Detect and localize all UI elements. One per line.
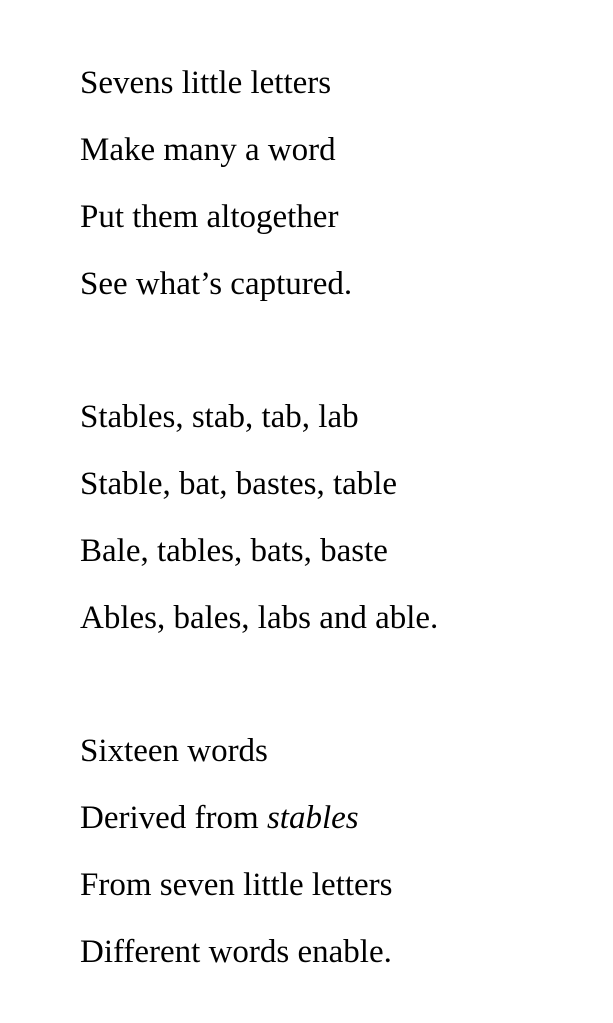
stanza-1 (80, 60, 438, 328)
stanza-2 (80, 394, 438, 662)
stanza-3 (80, 728, 438, 996)
poem-line: Stables, stab, tab, lab (80, 399, 359, 435)
poem-line: Make many a word (80, 132, 336, 168)
poem-line: Bale, tables, bats, baste (80, 533, 388, 569)
poem-line: Ables, bales, labs and able. (80, 600, 439, 636)
poem-line (80, 795, 438, 862)
poem-line: Sixteen words (80, 733, 268, 769)
italic-word: stables (266, 800, 359, 836)
poem-line: Put them altogether (80, 199, 339, 235)
poem-line: Stable, bat, bastes, table (80, 466, 398, 502)
stanza-break (80, 328, 438, 394)
poem-line-text: Derived from (80, 800, 267, 836)
stanza-break (80, 662, 438, 728)
poem-line: See what’s captured. (80, 266, 353, 302)
poem (80, 60, 438, 996)
poem-line: Different words enable. (80, 934, 392, 970)
poem-line: Sevens little letters (80, 65, 332, 101)
poem-line: From seven little letters (80, 867, 393, 903)
